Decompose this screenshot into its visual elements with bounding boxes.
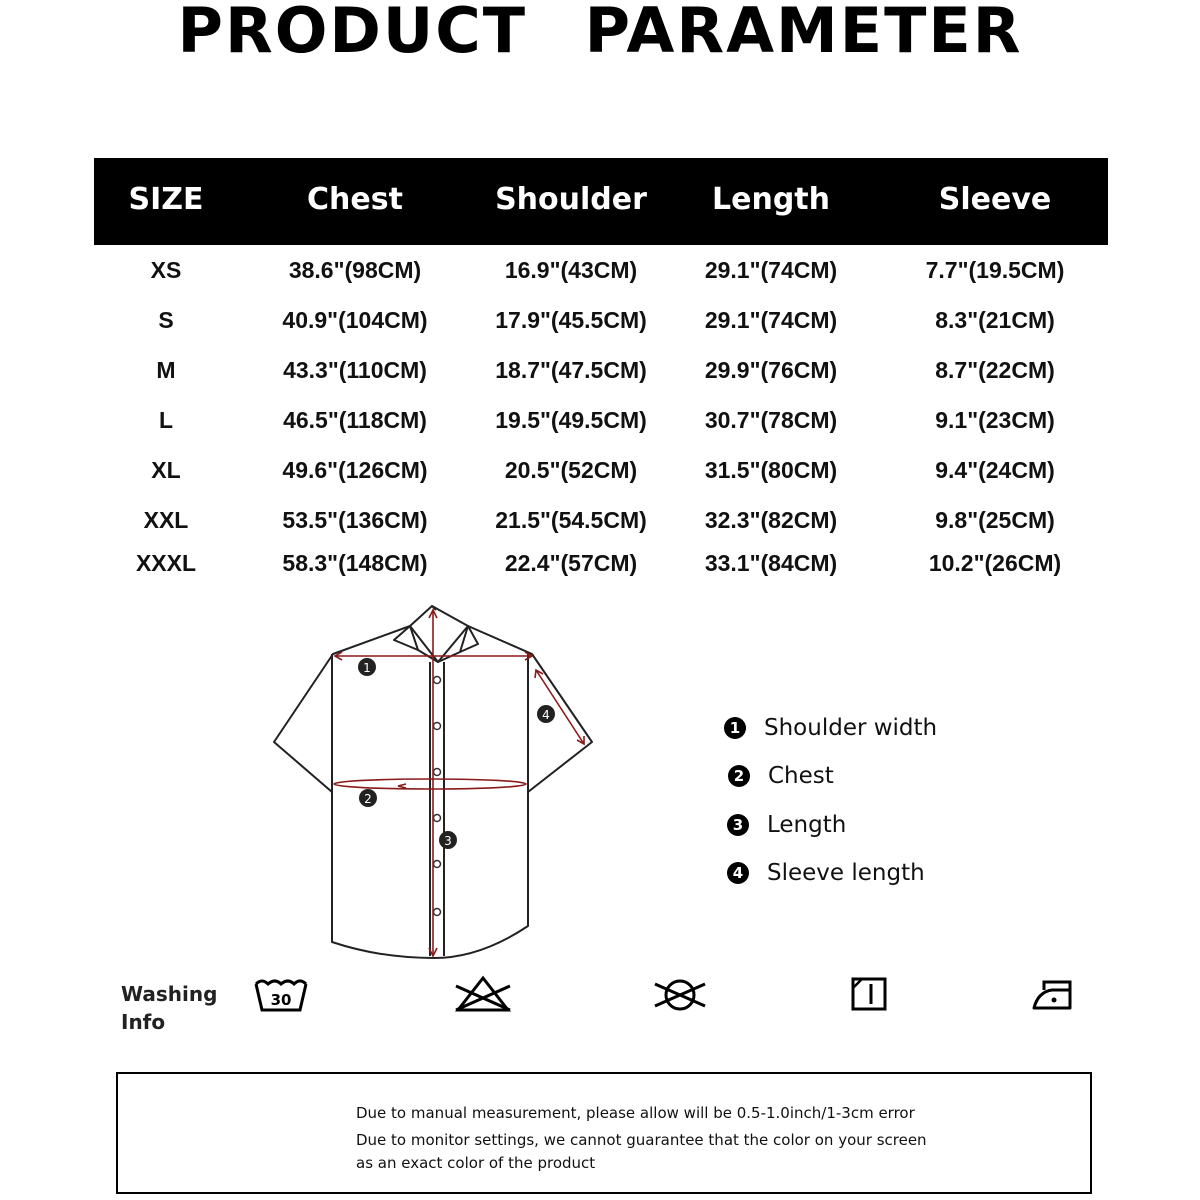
cell-size: L <box>158 407 174 433</box>
washing-info-label: Washing Info <box>121 982 218 1034</box>
legend-item <box>724 807 846 843</box>
table-row <box>94 450 1108 490</box>
legend-number-4: 4 <box>727 862 749 884</box>
cell-size: S <box>158 307 174 333</box>
table-row <box>94 250 1108 290</box>
notice-line-3: as an exact color of the product <box>356 1154 596 1172</box>
cell-sleeve: 9.4"(24CM) <box>935 457 1055 483</box>
marker-2-label: 2 <box>364 792 372 806</box>
header-size: SIZE <box>128 182 204 217</box>
legend-number-3: 3 <box>727 814 749 836</box>
cell-shoulder: 19.5"(49.5CM) <box>495 407 647 433</box>
marker-3-label: 3 <box>444 834 452 848</box>
page-title: PRODUCT PARAMETER <box>177 0 1023 67</box>
cell-length: 30.7"(78CM) <box>704 407 838 433</box>
table-row <box>94 543 1108 583</box>
cell-chest: 58.3"(148CM) <box>282 550 428 576</box>
cell-size: XXXL <box>135 550 197 576</box>
notice-box <box>116 1072 1092 1194</box>
cell-shoulder: 21.5"(54.5CM) <box>495 507 647 533</box>
no-bleach-icon <box>450 970 516 1020</box>
cell-length: 32.3"(82CM) <box>704 507 838 533</box>
table-row <box>94 350 1108 390</box>
drip-dry-icon <box>836 970 902 1020</box>
table-header <box>94 158 1108 245</box>
cell-chest: 49.6"(126CM) <box>282 457 428 483</box>
cell-size: XS <box>150 257 182 283</box>
legend-label: Shoulder width <box>764 715 938 741</box>
cell-shoulder: 16.9"(43CM) <box>504 257 638 283</box>
cell-shoulder: 20.5"(52CM) <box>504 457 638 483</box>
wash-temp-label: 30 <box>270 991 292 1009</box>
cell-chest: 53.5"(136CM) <box>282 507 428 533</box>
cell-sleeve: 9.8"(25CM) <box>935 507 1055 533</box>
cell-chest: 43.3"(110CM) <box>283 357 427 383</box>
shirt-diagram <box>260 596 605 966</box>
size-table <box>94 158 1108 576</box>
cell-shoulder: 17.9"(45.5CM) <box>495 307 647 333</box>
wash-30-icon <box>248 970 314 1020</box>
iron-low-icon <box>1020 970 1086 1020</box>
cell-sleeve: 10.2"(26CM) <box>928 550 1062 576</box>
table-row <box>94 500 1108 540</box>
marker-4-label: 4 <box>542 708 550 722</box>
legend-item <box>724 855 925 891</box>
legend-number-2: 2 <box>728 765 750 787</box>
cell-chest: 38.6"(98CM) <box>288 257 422 283</box>
cell-chest: 40.9"(104CM) <box>282 307 428 333</box>
legend-label: Sleeve length <box>767 860 925 886</box>
cell-size: XL <box>151 457 181 483</box>
legend-number-1: 1 <box>724 717 746 739</box>
cell-shoulder: 22.4"(57CM) <box>504 550 638 576</box>
legend-item <box>724 758 834 794</box>
header-sleeve: Sleeve <box>938 182 1052 217</box>
cell-length: 31.5"(80CM) <box>704 457 838 483</box>
cell-length: 29.1"(74CM) <box>704 257 838 283</box>
notice-line-1: Due to manual measurement, please allow will be 0.5-1.0inch/1-3cm error <box>356 1104 915 1122</box>
cell-length: 29.9"(76CM) <box>704 357 838 383</box>
table-row <box>94 400 1108 440</box>
cell-size: M <box>156 357 176 383</box>
header-shoulder: Shoulder <box>495 182 647 217</box>
cell-sleeve: 9.1"(23CM) <box>935 407 1055 433</box>
table-row <box>94 300 1108 340</box>
legend-label: Length <box>767 812 847 838</box>
cell-shoulder: 18.7"(47.5CM) <box>495 357 647 383</box>
legend-item <box>724 710 937 746</box>
marker-1-label: 1 <box>363 661 371 675</box>
legend-label: Chest <box>768 763 834 789</box>
no-tumble-dry-icon <box>647 970 713 1020</box>
cell-sleeve: 8.3"(21CM) <box>935 307 1055 333</box>
cell-sleeve: 8.7"(22CM) <box>935 357 1055 383</box>
cell-length: 29.1"(74CM) <box>704 307 838 333</box>
cell-length: 33.1"(84CM) <box>704 550 838 576</box>
header-chest: Chest <box>307 182 403 217</box>
cell-chest: 46.5"(118CM) <box>283 407 427 433</box>
header-length: Length <box>712 182 830 217</box>
notice-line-2: Due to monitor settings, we cannot guarantee that the color on your screen <box>356 1131 927 1149</box>
cell-sleeve: 7.7"(19.5CM) <box>925 257 1065 283</box>
cell-size: XXL <box>143 507 189 533</box>
